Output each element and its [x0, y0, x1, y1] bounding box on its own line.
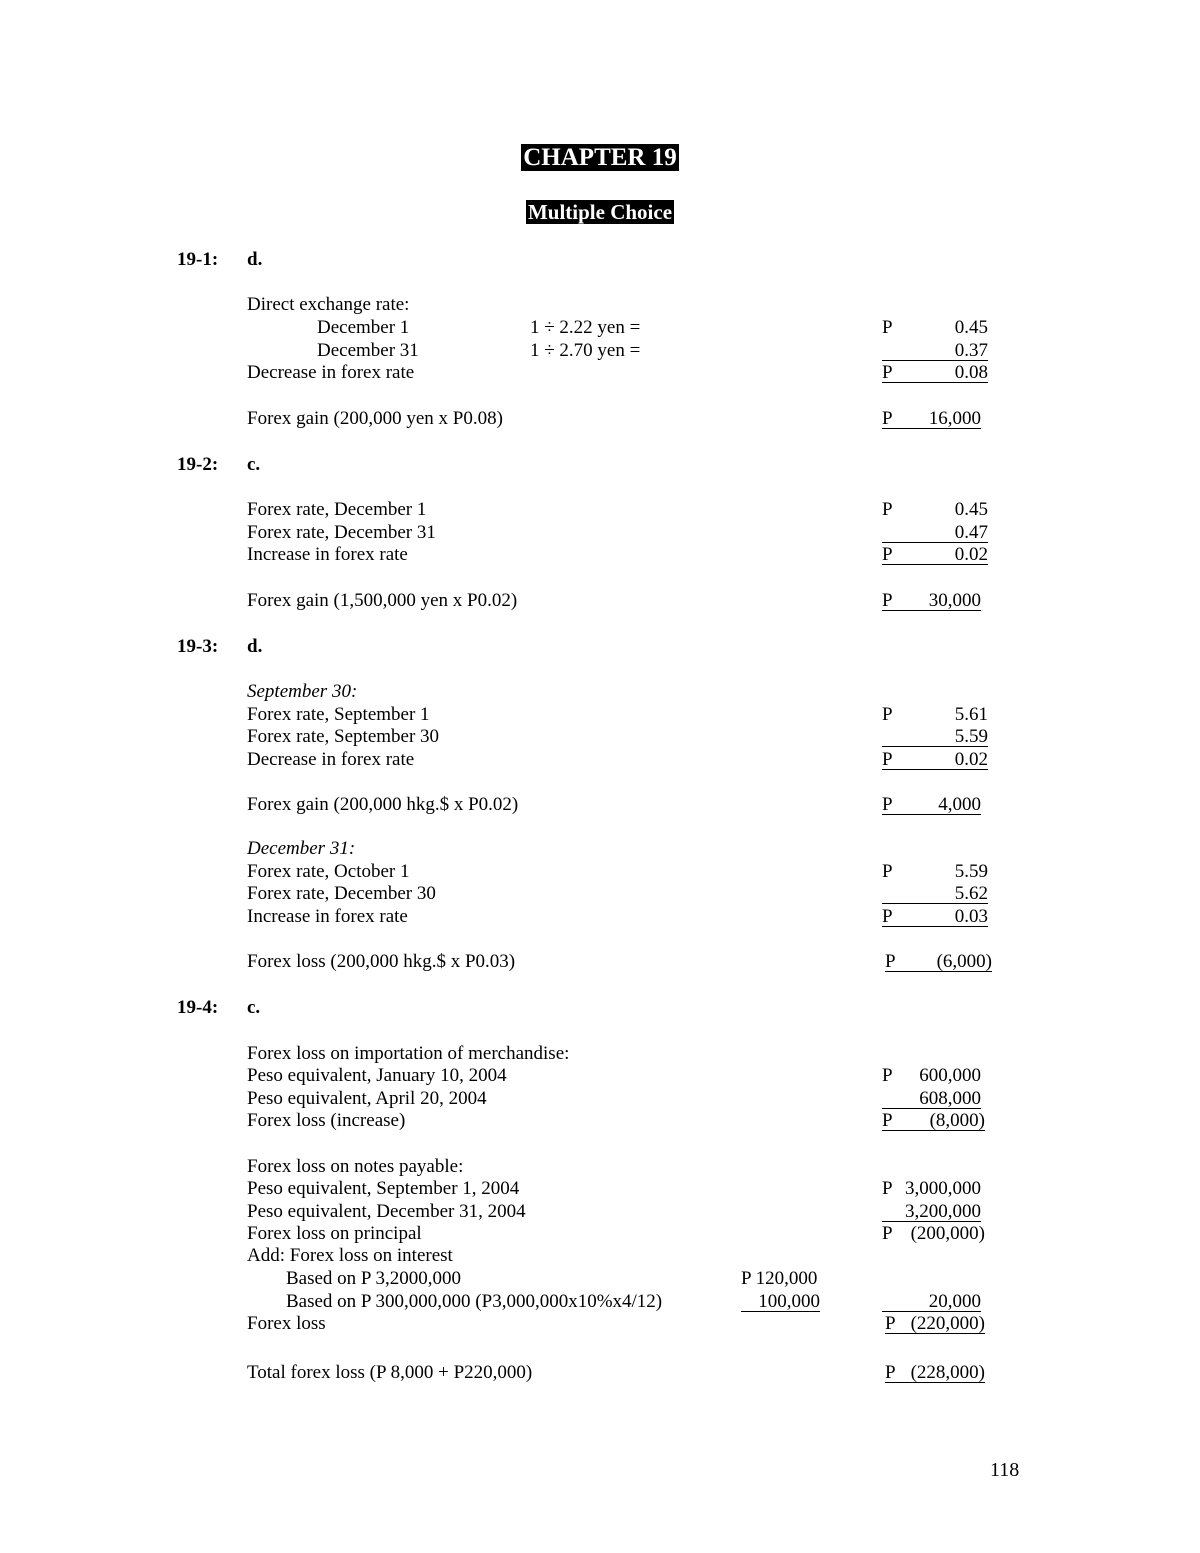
amount: P 30,000: [882, 590, 981, 611]
question-number: 19-2:: [177, 454, 219, 475]
amount: 20,000: [882, 1291, 981, 1312]
line-label: Forex loss: [247, 1313, 326, 1334]
line-label: Peso equivalent, September 1, 2004: [247, 1178, 520, 1199]
amount: P 0.02: [882, 749, 988, 770]
amount: P (220,000): [885, 1313, 985, 1334]
line-label: Peso equivalent, December 31, 2004: [247, 1201, 526, 1222]
amount: 5.62: [882, 883, 988, 904]
line-label: Forex gain (1,500,000 yen x P0.02): [247, 590, 518, 611]
line-label: Increase in forex rate: [247, 544, 408, 565]
answer-letter: c.: [247, 454, 261, 475]
amount: P (6,000): [885, 951, 992, 972]
amount: 0.47: [882, 522, 988, 543]
line-label: December 1: [317, 317, 410, 338]
line-label: Forex loss on importation of merchandise:: [247, 1043, 570, 1064]
question-number: 19-4:: [177, 997, 219, 1018]
line-label: Based on P 300,000,000 (P3,000,000x10%x4/12): [286, 1291, 663, 1312]
answer-letter: c.: [247, 997, 261, 1018]
line-label: Decrease in forex rate: [247, 362, 415, 383]
line-label: Forex rate, December 31: [247, 522, 436, 543]
amount: 0.37: [882, 340, 988, 361]
line-formula: 1 ÷ 2.70 yen =: [530, 340, 641, 361]
amount: 5.59: [882, 726, 988, 747]
line-label: Forex loss (increase): [247, 1110, 406, 1131]
line-label: Total forex loss (P 8,000 + P220,000): [247, 1362, 533, 1383]
line-label: Forex rate, September 30: [247, 726, 440, 747]
amount: P (228,000): [885, 1362, 985, 1383]
line-label: Forex rate, September 1: [247, 704, 430, 725]
page-number: 118: [990, 1459, 1020, 1481]
amount: 3,200,000: [882, 1201, 981, 1222]
answer-letter: d.: [247, 249, 263, 270]
line-label: Forex gain (200,000 yen x P0.08): [247, 408, 503, 429]
amount: P 0.08: [882, 362, 988, 383]
amount: P 0.02: [882, 544, 988, 565]
line-label: Forex rate, December 30: [247, 883, 436, 904]
question-number: 19-3:: [177, 636, 219, 657]
line-label: Forex rate, December 1: [247, 499, 427, 520]
line-label: Forex loss on notes payable:: [247, 1156, 464, 1177]
middle-amount: P 120,000: [741, 1268, 818, 1289]
line-label: Forex loss (200,000 hkg.$ x P0.03): [247, 951, 516, 972]
amount: 608,000: [882, 1088, 981, 1109]
line-label: Direct exchange rate:: [247, 294, 410, 315]
answer-letter: d.: [247, 636, 263, 657]
middle-amount: 100,000: [741, 1291, 820, 1312]
section-title: Multiple Choice: [527, 200, 673, 224]
sub-heading: September 30:: [247, 681, 358, 702]
line-label: December 31: [317, 340, 419, 361]
line-label: Forex rate, October 1: [247, 861, 410, 882]
chapter-title: CHAPTER 19: [523, 144, 677, 171]
line-label: Peso equivalent, April 20, 2004: [247, 1088, 487, 1109]
amount: P 0.03: [882, 906, 988, 927]
sub-heading: December 31:: [247, 838, 356, 859]
line-label: Increase in forex rate: [247, 906, 408, 927]
line-formula: 1 ÷ 2.22 yen =: [530, 317, 641, 338]
amount: P 4,000: [882, 794, 981, 815]
line-label: Based on P 3,2000,000: [286, 1268, 462, 1289]
amount: P 16,000: [882, 408, 981, 429]
line-label: Forex gain (200,000 hkg.$ x P0.02): [247, 794, 519, 815]
line-label: Forex loss on principal: [247, 1223, 422, 1244]
line-label: Peso equivalent, January 10, 2004: [247, 1065, 507, 1086]
question-number: 19-1:: [177, 249, 219, 270]
line-label: Add: Forex loss on interest: [247, 1245, 453, 1266]
line-label: Decrease in forex rate: [247, 749, 415, 770]
amount: P (8,000): [882, 1110, 985, 1131]
